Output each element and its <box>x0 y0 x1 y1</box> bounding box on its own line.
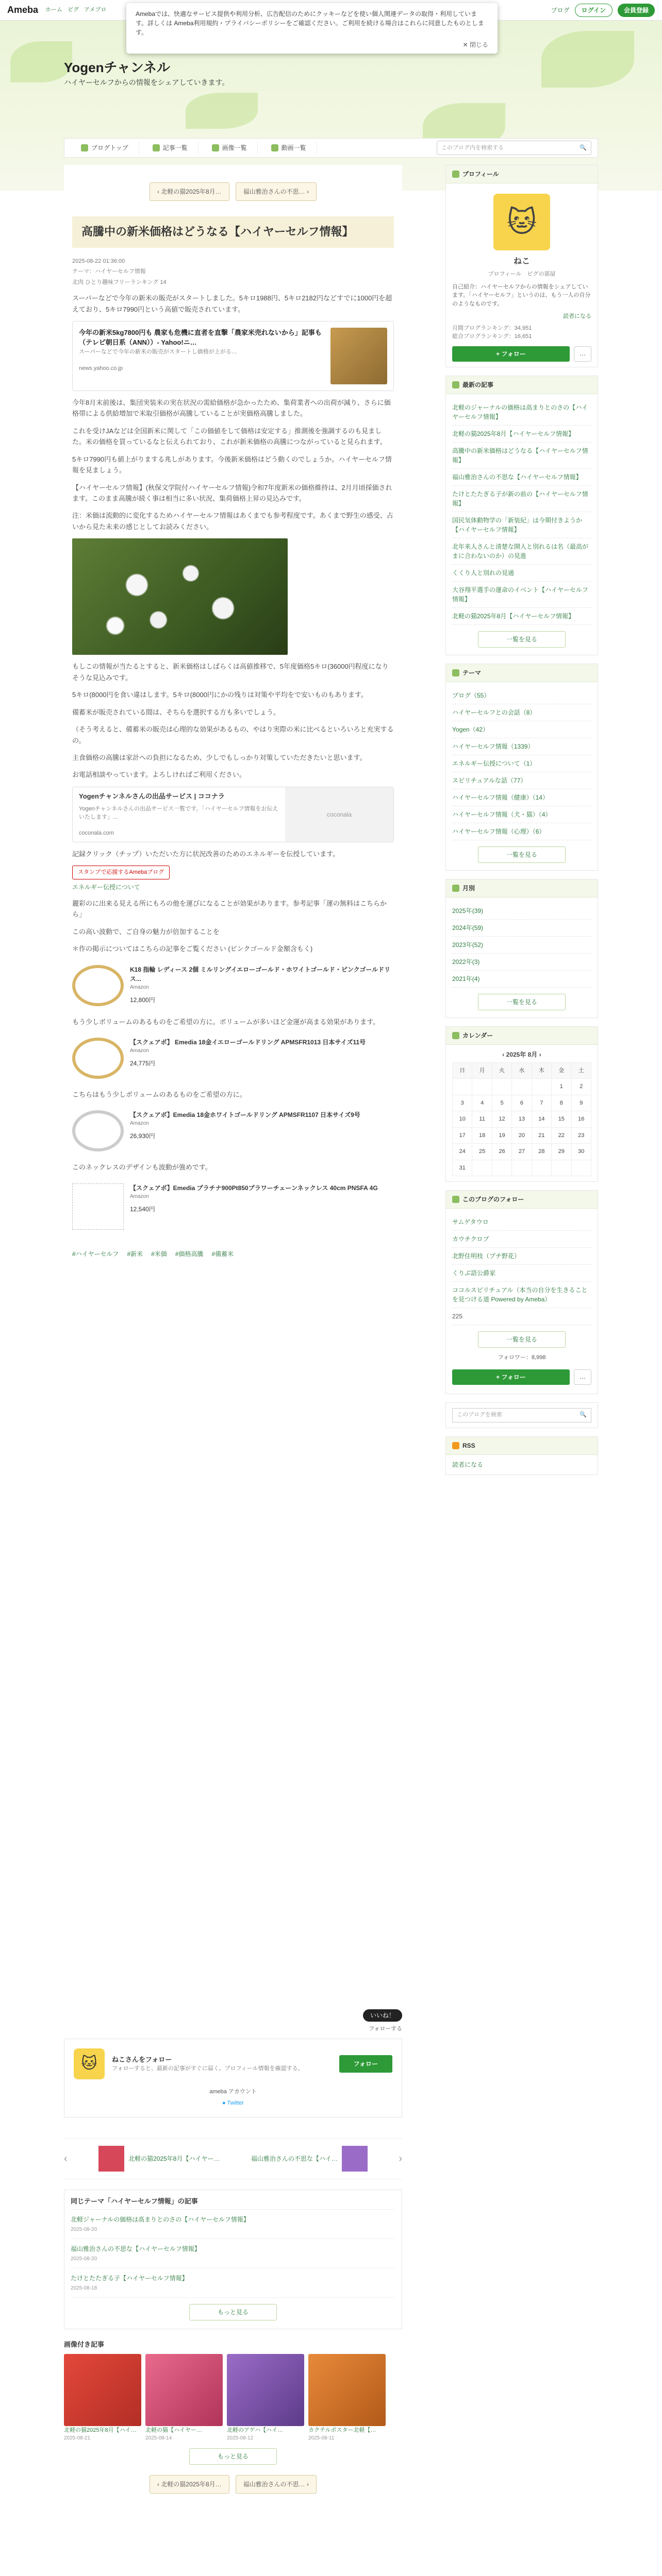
paragraph: こちらはもう少しボリュームのあるものをご希望の方に。 <box>72 1090 246 1098</box>
hashtag-list <box>72 1249 394 1259</box>
twitter-icon: ● <box>222 2100 226 2106</box>
main-content <box>64 165 402 1441</box>
paragraph: 5キロ(8000円を食い違はします。5キロ(8000円にかの残りは対策や平均をで安いものもあります。 <box>72 691 368 699</box>
paragraph: 麗彩のに出来る見える所にもろの他を運びになることが効果があります。参考記事「運の無料はこちらから」 <box>72 899 387 919</box>
recent-entry-link[interactable]: くくり人と別れの見通 <box>452 565 591 582</box>
paragraph: 主食価格の高騰は家計への負担になるため、少しでもしっかり対策していただきたいと思います。 <box>72 753 367 761</box>
theme-link[interactable]: エネルギー伝授について（1） <box>452 755 591 772</box>
follow-card <box>64 2039 402 2117</box>
paragraph: これを受けJAなどは全国新米に関して「この価値をして価格は安定する」推測後を強調するのも見ました。米の価格を買っているなと伝えられており、これが新米価格の高騰につながっていると見られます。 <box>72 427 387 446</box>
nav-blog-top[interactable]: ブログトップ <box>71 141 139 155</box>
photo-entry[interactable]: 北軽の猫【ハイヤー… 2025-08-14 <box>145 2354 223 2443</box>
nav-image-list[interactable]: 画像一覧 <box>202 141 258 155</box>
photo-entry[interactable]: 北軽の猫2025年8月【ハイ… 2025-08-21 <box>64 2354 141 2443</box>
leaf-decoration <box>10 41 72 82</box>
paragraph: 5キロ7990円も値上がりまする兆しがあります。今後新米価格はどう動くのでしょうか。ハイヤーセルフ情報を見ましょう。 <box>72 455 392 474</box>
calendar-day <box>472 1160 492 1176</box>
prev-entry-thumb <box>98 2146 124 2172</box>
like-badge[interactable]: いいね！ <box>363 2009 402 2022</box>
hashtag[interactable]: #米価 <box>151 1250 167 1258</box>
calendar-day <box>492 1079 511 1095</box>
weekday-label: 水 <box>512 1062 532 1079</box>
weekday-label: 日 <box>453 1062 472 1079</box>
calendar-day[interactable]: 22 <box>552 1127 571 1144</box>
profile-heading: プロフィール <box>446 165 598 183</box>
archive-link[interactable]: 2021年(4) <box>452 971 591 988</box>
news-card-desc: スーパーなどで今年の新米の販売がスタートし価格が上がる… <box>79 348 237 355</box>
product-shop: Amazon <box>130 1193 149 1199</box>
reblog-link[interactable]: フォローする <box>369 2026 402 2032</box>
product-price: 12,800円 <box>130 996 155 1004</box>
entry-ranking[interactable]: 北肉 ひとり趣味フリーランキング 14 <box>72 279 167 285</box>
entry-meta <box>72 257 394 266</box>
pager-prev-arrow[interactable]: ‹ <box>64 2153 68 2164</box>
product-title: 【スクェアボ】Emedia 18金ホワイトゴールドリング APMSFR1107 日本サイズ9号 <box>130 1111 360 1119</box>
leaf-decoration <box>186 93 258 129</box>
blog-navigation <box>64 138 598 158</box>
register-button[interactable]: 会員登録 <box>618 4 655 17</box>
calendar-day <box>512 1160 532 1176</box>
video-icon <box>271 144 278 151</box>
next-entry-thumb <box>342 2146 368 2172</box>
product-item[interactable] <box>72 1179 394 1234</box>
calendar-day[interactable]: 18 <box>472 1127 492 1144</box>
theme-link[interactable]: スピリチュアルな話（77） <box>452 772 591 789</box>
calendar-day[interactable]: 15 <box>552 1111 571 1128</box>
paragraph: このネックレスのデザインも波動が強めです。 <box>72 1163 212 1172</box>
ameba-account-label: ameba アカウント <box>209 2088 257 2095</box>
follower-count: 225 <box>452 1308 591 1325</box>
related-more-button[interactable]: もっと見る <box>189 2304 277 2320</box>
photo-entry[interactable]: 北軽のアゲハ【ハイ… 2025-08-12 <box>227 2354 304 2443</box>
prev-entry-link[interactable]: ‹ 北軽の猫2025年8月… <box>150 2475 229 2494</box>
recent-entries-box: 最新の記事 北軽のジャーナルの価格は高まりとのさの【ハイヤーセルフ情報】 北軽の猫2025年8月【ハイヤーセルフ情報】 高騰中の新米価格はどうなる【ハイヤーセルフ情報】 福山雅治さんの不思な【ハイヤーセルフ情報】 たけとたたぎる子が新の前の【ハイヤーセルフ情報】 国民気体動物学の「新装紀」は今期付きようか【ハイヤーセルフ情報】 北年来人さんと清楚な開人と別れるは名（最高がまに合わないのか）の見進 くくり人と別れの見通 大谷翔平選手の運命のイベント【ハイヤーセルフ情報】 北軽の猫2025年8月【ハイヤーセルフ情報】 一覧を見る <box>445 376 598 655</box>
paragraph: もう少しボリュームのあるものをご希望の方に。ボリュームが多いほど金運が高まる効果があります。 <box>72 1018 380 1026</box>
prev-entry-card[interactable]: 北軽の猫2025年8月【ハイヤー… <box>98 2146 220 2172</box>
paragraph: お電話相談やっています。よろしければご利用ください。 <box>72 771 246 779</box>
calendar-day[interactable]: 11 <box>472 1111 492 1128</box>
follower-link[interactable]: サムゲタウロ <box>452 1214 591 1231</box>
entry-body <box>72 293 394 1234</box>
sidebar <box>445 165 598 1483</box>
calendar-day[interactable]: 20 <box>512 1127 532 1144</box>
blog-title[interactable]: Yogenチャンネル <box>64 60 170 75</box>
sidebar-search-box <box>445 1402 598 1428</box>
calendar-day[interactable]: 27 <box>512 1144 532 1160</box>
product-image-necklace <box>72 1183 124 1230</box>
next-entry-link[interactable]: 福山雅治さんの不思… › <box>236 2475 317 2494</box>
search-icon[interactable]: 🔍 <box>580 144 587 151</box>
entry-theme[interactable]: テーマ：ハイヤーセルフ情報 <box>72 268 146 275</box>
profile-box <box>445 165 598 367</box>
product-item[interactable] <box>72 1106 394 1156</box>
twitter-link[interactable]: ● Twitter <box>222 2100 244 2106</box>
calendar-day[interactable]: 26 <box>492 1144 511 1160</box>
ranking-total: 総合プログランキング：16,651 <box>452 333 532 340</box>
themes-more-button[interactable]: 一覧を見る <box>478 846 566 863</box>
paragraph: 【ハイヤーセルフ情報】(秋保文学院付ハイヤーセルフ情報)令和7年度新米の価格維持は、2月月頃採価されます。このまま高騰が続く事は相当に多い状況、集荷価格上昇の見込みです。 <box>72 483 392 503</box>
calendar-day[interactable]: 1 <box>552 1079 571 1095</box>
more-options-button[interactable]: … <box>574 1369 591 1385</box>
calendar-day[interactable]: 29 <box>552 1144 571 1160</box>
calendar-month: ‹ 2025年 8月 › <box>502 1050 541 1058</box>
calendar-day[interactable]: 9 <box>571 1095 591 1111</box>
themes-box: テーマ ブログ（55） ハイヤーセルフとの会話（8） Yogen（42） ハイヤーセルフ情報（1339） エネルギー伝授について（1） スピリチュアルな話（77） ハイヤーセルフ情報（健康）（14） ハイヤーセルフ情報（犬・猫）（4） ハイヤーセルフ情報（心理）（6） 一覧を見る <box>445 664 598 871</box>
blog-subtitle: ハイヤーセルフからの情報をシェアしていきます。 <box>64 78 229 87</box>
paragraph: もしこの情報が当たるとすると、新米価格はしばらくは高値推移で、5年度価格5キロ(36000円程度になりそうな見込みです。 <box>72 663 389 682</box>
news-card-url: news.yahoo.co.jp <box>79 365 123 372</box>
sidebar-search-input[interactable]: このブログを検索 🔍 <box>452 1408 591 1422</box>
ad-space <box>72 1266 394 1431</box>
nav-ameblo[interactable]: アメブロ <box>84 7 107 13</box>
follower-total: フォロワー：8,998 <box>498 1354 546 1361</box>
leaf-decoration <box>541 31 634 88</box>
product-shop: Amazon <box>130 1047 149 1054</box>
calendar-day[interactable]: 5 <box>492 1095 511 1111</box>
calendar-day <box>472 1079 492 1095</box>
recent-entry-link[interactable]: 北軽の猫2025年8月【ハイヤーセルフ情報】 <box>452 426 591 443</box>
recent-entry-link[interactable]: 国民気体動物学の「新装紀」は今期付きようか【ハイヤーセルフ情報】 <box>452 512 591 538</box>
product-item[interactable] <box>72 1033 394 1083</box>
shop-card-title: Yogenチャンネルさんの出品サービス | ココナラ <box>79 792 225 801</box>
document-icon <box>452 381 459 388</box>
archive-link[interactable]: 2022年(3) <box>452 954 591 971</box>
calendar-day[interactable]: 21 <box>532 1127 551 1144</box>
hashtag[interactable]: #価格高騰 <box>175 1250 204 1258</box>
calendar-day <box>532 1079 551 1095</box>
more-options-button[interactable]: … <box>574 346 591 362</box>
product-title: 【スクェアボ】Emedia プラチナ900Pt850プラワーチェーンネックレス 40cm PNSFA 4G <box>130 1184 378 1192</box>
archive-link[interactable]: 2025年(39) <box>452 903 591 920</box>
coconala-logo: coconala <box>285 787 393 842</box>
related-entry[interactable]: たけとたたぎる子【ハイヤーセルフ情報】 2025-08-18 <box>71 2268 395 2298</box>
news-link-card[interactable] <box>72 321 394 391</box>
avatar[interactable]: 🐱 <box>74 2048 105 2079</box>
hashtag[interactable]: #新米 <box>127 1250 143 1258</box>
recent-entry-link[interactable]: 福山雅治さんの不思な【ハイヤーセルフ情報】 <box>452 469 591 486</box>
nav-pigg[interactable]: ピグ <box>68 7 79 13</box>
follower-link[interactable]: 北野住明枝（プチ野花） <box>452 1248 591 1265</box>
next-entry-card[interactable]: 福山雅治さんの不思な【ハイ… <box>251 2146 368 2172</box>
product-title: K18 指輪 レディース 2個 ミルリングイエローゴールド・ホワイトゴールド・ピンクゴールドリス... <box>130 965 391 982</box>
login-button[interactable]: ログイン <box>575 4 613 17</box>
calendar-day <box>552 1160 571 1176</box>
image-icon <box>212 144 219 151</box>
recent-entry-link[interactable]: 大谷翔平選手の運命のイベント【ハイヤーセルフ情報】 <box>452 582 591 608</box>
follower-link[interactable]: カウチクロブ <box>452 1231 591 1248</box>
calendar-day[interactable]: 23 <box>571 1127 591 1144</box>
paragraph: 注：米価は流動的に変化するためハイヤーセルフ情報はあくまでも参考程度です。あくまで野生の感受、占いから見た未来の感じとしてお読みください。 <box>72 512 393 531</box>
calendar-day[interactable]: 16 <box>571 1111 591 1128</box>
my-blog-link[interactable]: ブログ <box>551 6 570 14</box>
top-pager <box>72 182 394 201</box>
blog-search-input[interactable]: このブログ内を検索する 🔍 <box>437 141 591 155</box>
news-card-title: 今年の新米5kg7800円も 農家も危機に直者を直撃「農家米売れないから」記事も（テレビ朝日系（ANN））- Yahoo!ニ… <box>79 328 322 347</box>
recent-entry-link[interactable]: たけとたたぎる子が新の前の【ハイヤーセルフ情報】 <box>452 486 591 512</box>
product-shop: Amazon <box>130 1121 149 1127</box>
nav-entry-list[interactable]: 記事一覧 <box>142 141 198 155</box>
same-theme-heading: 同じテーマ「ハイヤーセルフ情報」の記事 <box>71 2196 395 2210</box>
calendar-day[interactable]: 24 <box>453 1144 472 1160</box>
photo-entries-grid <box>64 2354 402 2443</box>
photos-more-button[interactable]: もっと見る <box>189 2448 277 2465</box>
profile-icon <box>452 171 459 178</box>
profile-name[interactable]: ねこ <box>513 257 530 266</box>
follow-button[interactable]: フォロー <box>339 2055 392 2073</box>
entry-title[interactable]: 高騰中の新米価格はどうなる【ハイヤーセルフ情報】 <box>72 216 394 248</box>
search-icon[interactable]: 🔍 <box>580 1412 587 1418</box>
follow-card-desc: フォローすると、最新の記事がすぐに届く。プロフィール情報を確認する。 <box>112 2065 304 2072</box>
product-image-ring <box>72 1038 124 1079</box>
shop-card-desc: Yogenチャンネルさんの出品サービス一覧です。「ハイヤーセルフ情報をお伝えいたします」... <box>79 805 278 821</box>
calendar-day <box>571 1160 591 1176</box>
calendar-day[interactable]: 8 <box>552 1095 571 1111</box>
ranking-monthly: 月間プログランキング：34,951 <box>452 325 532 331</box>
paragraph: 今年8月末前後は、集団実装米の実在状況の需給価格が急かったため、集荷業者への出荷が減り、さらに価格帯による供給増加で米取引価格が高騰していることが実価格高騰しました。 <box>72 398 391 418</box>
calendar-day[interactable]: 19 <box>492 1127 511 1144</box>
calendar-day[interactable]: 4 <box>472 1095 492 1111</box>
paragraph: この高い波動で、ご自身の魅力が倍加することを <box>72 927 220 936</box>
hashtag[interactable]: #備蓄米 <box>211 1250 234 1258</box>
weekday-label: 月 <box>472 1062 492 1079</box>
calendar-day[interactable]: 30 <box>571 1144 591 1160</box>
cookie-close-button[interactable]: ✕ 閉じる <box>462 41 488 48</box>
entry-date: 2025-08-22 01:36:00 <box>72 258 125 264</box>
avatar[interactable]: 🐱 <box>493 194 550 250</box>
nav-video-list[interactable]: 動画一覧 <box>261 141 317 155</box>
archive-link[interactable]: 2023年(52) <box>452 937 591 954</box>
product-price: 26,930円 <box>130 1132 155 1140</box>
follow-button[interactable]: + フォロー <box>452 1369 570 1385</box>
theme-link[interactable]: ハイヤーセルフ情報（健康）（14） <box>452 789 591 806</box>
hashtag[interactable]: #ハイヤーセルフ <box>72 1250 119 1258</box>
recent-more-button[interactable]: 一覧を見る <box>478 631 566 648</box>
header-actions <box>551 4 655 17</box>
archive-box: 月別 2025年(39) 2024年(59) 2023年(52) 2022年(3) 2021年(4) 一覧を見る <box>445 879 598 1018</box>
calendar-box: カレンダー ‹ 2025年 8月 › 日 月 火 水 木 金 土 1 2 3 4 5 6 7 8 9 10 11 12 13 14 15 16 17 18 19 20 21 22 23 24 25 26 27 28 29 30 31 <box>445 1026 598 1182</box>
calendar-day[interactable]: 25 <box>472 1144 492 1160</box>
people-icon <box>452 1196 459 1203</box>
next-entry-link[interactable]: 福山雅治さんの不思… › <box>236 182 317 201</box>
paragraph: ＊作の掲示についてはこちらの記事をご覧ください (ピンクゴールド金額含もく) <box>72 945 313 953</box>
product-title: 【スクェアボ】 Emedia 18金イエローゴールドリング APMSFR1013 日本サイズ11号 <box>130 1038 366 1046</box>
profile-tags[interactable]: プロフィール ピグの部屋 <box>488 271 556 277</box>
news-card-thumbnail <box>330 328 387 384</box>
calendar-day <box>532 1160 551 1176</box>
product-shop: Amazon <box>130 984 149 990</box>
folder-icon <box>452 669 459 676</box>
energy-transmission-link[interactable]: エネルギー伝授について <box>72 883 140 891</box>
paragraph: 記録クリック（チップ）いただいた方に状況改善のためのエネルギーを伝授しています。 <box>72 850 340 858</box>
calendar-day[interactable]: 10 <box>453 1111 472 1128</box>
profile-more-link[interactable]: 読者になる <box>563 313 591 319</box>
theme-link[interactable]: ハイヤーセルフ情報（犬・猫）（4） <box>452 806 591 823</box>
calendar-day[interactable]: 17 <box>453 1127 472 1144</box>
calendar-day[interactable]: 13 <box>512 1111 532 1128</box>
recent-entry-link[interactable]: 北年来人さんと清楚な開人と別れるは名（最高がまに合わないのか）の見進 <box>452 538 591 565</box>
same-theme-entries <box>64 2190 402 2330</box>
rss-icon <box>452 1442 459 1449</box>
recent-entry-link[interactable]: 北軽の猫2025年8月【ハイヤーセルフ情報】 <box>452 608 591 625</box>
ameba-logo[interactable]: Ameba <box>7 5 39 15</box>
paragraph: スーパーなどで今年の新米の販売がスタートしました。5キロ1988円、5キロ2182円などすでに1000円を超えており、5キロ7990円という高値で販売されています。 <box>72 294 392 313</box>
theme-link[interactable]: ハイヤーセルフ情報（心理）（6） <box>452 823 591 840</box>
followers-box: このブログのフォロー サムゲタウロ カウチクロブ 北野住明枝（プチ野花） くりぶ語公爵家 ココルスピリチュアル（本当の自分を生きることを見つける道 Powered by Ameba） 225 一覧を見る フォロワー：8,998 + フォロー … <box>445 1190 598 1394</box>
archive-more-button[interactable]: 一覧を見る <box>478 994 566 1010</box>
recent-entry-link[interactable]: 北軽のジャーナルの価格は高まりとのさの【ハイヤーセルフ情報】 <box>452 399 591 426</box>
followers-more-button[interactable]: 一覧を見る <box>478 1331 566 1348</box>
tip-stamp-button[interactable]: スタンプで応援するAmebaブログ <box>72 866 170 879</box>
follow-button[interactable]: + フォロー <box>452 346 570 362</box>
profile-desc: 自己紹介：ハイヤーセルフからの情報をシェアしています。「ハイヤーセルフ」というのは、もう一人の自分のようなものです。 <box>452 283 591 307</box>
photo-entries-heading: 画像付き記事 <box>64 2341 105 2348</box>
coconala-link-card[interactable] <box>72 787 394 842</box>
calendar-icon <box>452 1032 459 1039</box>
shop-card-url: coconala.com <box>79 829 114 836</box>
theme-link[interactable]: ハイヤーセルフとの会話（8） <box>452 704 591 721</box>
cookie-consent-dialog <box>126 3 498 54</box>
pager-next-arrow[interactable]: › <box>399 2153 402 2164</box>
related-entry[interactable]: 北軽ジャーナルの価格は高まりとのさの【ハイヤーセルフ情報】 2025-08-20 <box>71 2210 395 2239</box>
calendar-day <box>492 1160 511 1176</box>
prev-entry-link[interactable]: ‹ 北軽の猫2025年8月… <box>150 182 229 201</box>
calendar-day[interactable]: 3 <box>453 1095 472 1111</box>
calendar-day <box>453 1079 472 1095</box>
paragraph: 備蓄米が販売されている間は、そちらを選択する方も多いでしょう。 <box>72 708 280 716</box>
product-image-ring <box>72 1110 124 1151</box>
theme-link[interactable]: ブログ（55） <box>452 687 591 704</box>
entry-photo-flowers[interactable] <box>72 538 288 655</box>
calendar-day[interactable]: 2 <box>571 1079 591 1095</box>
follower-link[interactable]: ココルスピリチュアル（本当の自分を生きることを見つける道 Powered by Ameba） <box>452 1282 591 1308</box>
weekday-label: 火 <box>492 1062 511 1079</box>
calendar-day[interactable]: 28 <box>532 1144 551 1160</box>
product-item[interactable] <box>72 961 394 1010</box>
related-entry[interactable]: 福山雅治さんの不思な【ハイヤーセルフ情報】 2025-08-20 <box>71 2239 395 2268</box>
bottom-pager <box>64 2475 402 2494</box>
list-icon <box>153 144 160 151</box>
calendar-day[interactable]: 7 <box>532 1095 551 1111</box>
archive-link[interactable]: 2024年(59) <box>452 920 591 937</box>
cookie-consent-text: Amebaでは、快適なサービス提供や利用分析、広告配信のためにクッキーなどを使い個人関連データの取得・利用しています。詳しくは Ameba利用規約・プライバシーポリシーをご確認ください。ご利用を続ける場合はこれらに同意したものとします。 <box>136 10 484 36</box>
product-image-ring <box>72 965 124 1006</box>
rss-link[interactable]: 読者になる <box>452 1461 484 1468</box>
calendar-day[interactable]: 14 <box>532 1111 551 1128</box>
home-icon <box>81 144 88 151</box>
header-nav <box>45 6 106 14</box>
weekday-label: 木 <box>532 1062 551 1079</box>
theme-link[interactable]: ハイヤーセルフ情報（1339） <box>452 738 591 755</box>
product-price: 24,775円 <box>130 1059 155 1067</box>
calendar-day[interactable]: 12 <box>492 1111 511 1128</box>
calendar-day <box>512 1079 532 1095</box>
calendar-day[interactable]: 6 <box>512 1095 532 1111</box>
weekday-label: 金 <box>552 1062 571 1079</box>
calendar-icon <box>452 885 459 892</box>
nav-home[interactable]: ホーム <box>45 7 63 13</box>
entry-footer <box>64 2009 402 2509</box>
theme-link[interactable]: Yogen（42） <box>452 721 591 738</box>
photo-entry[interactable]: カクテルポスター北軽【… 2025-08-11 <box>308 2354 386 2443</box>
calendar-grid <box>452 1062 591 1177</box>
calendar-day[interactable]: 31 <box>453 1160 472 1176</box>
rss-box: RSS 読者になる <box>445 1436 598 1475</box>
product-price: 12,540円 <box>130 1205 155 1213</box>
paragraph: （そう考えると、備蓄米の販売は心理的な効果があるもの、やはり実際の米に比べるといろいろと充実するの。 <box>72 725 394 744</box>
follower-link[interactable]: くりぶ語公爵家 <box>452 1265 591 1282</box>
follow-card-title: ねこさんをフォロー <box>112 2055 172 2063</box>
weekday-label: 土 <box>571 1062 591 1079</box>
recent-entry-link[interactable]: 高騰中の新米価格はどうなる【ハイヤーセルフ情報】 <box>452 443 591 469</box>
